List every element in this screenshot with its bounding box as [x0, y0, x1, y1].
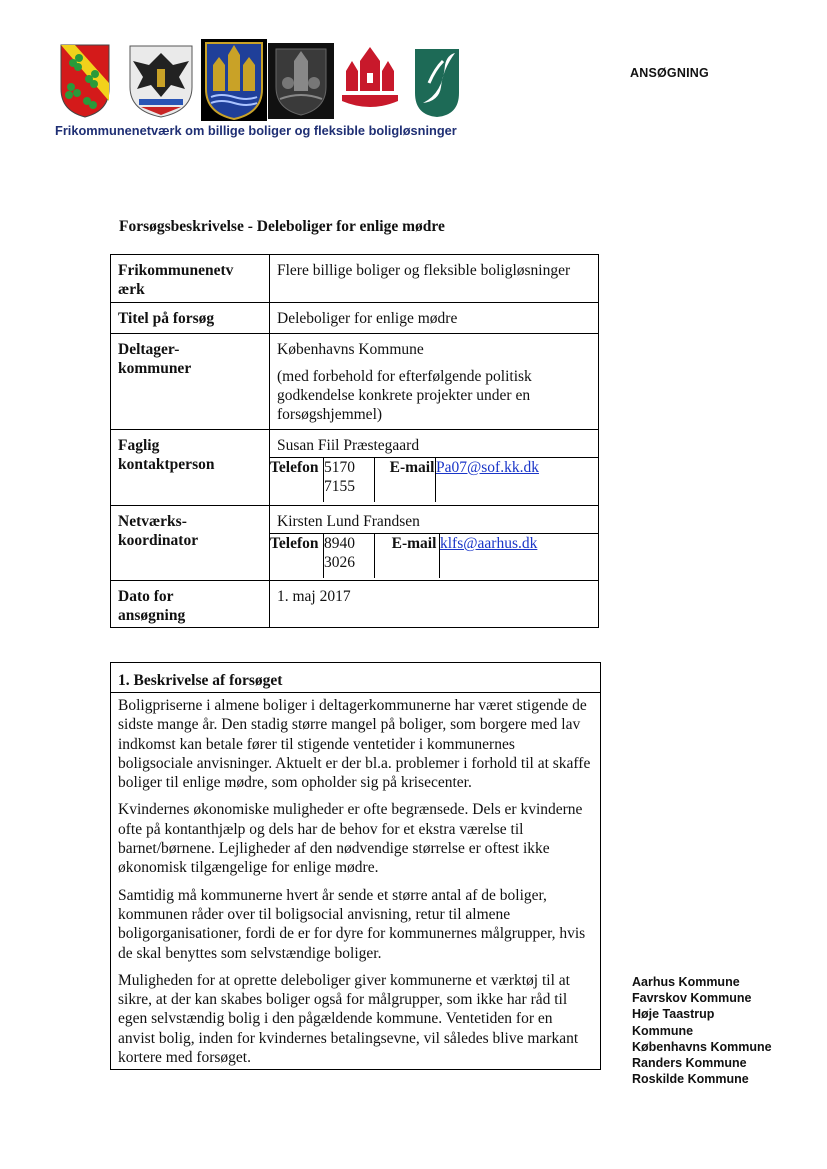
coordinator-cell [270, 506, 599, 581]
document-type-label: ANSØGNING [630, 66, 709, 80]
coordinator-details [270, 533, 598, 578]
section-1-paragraph: Samtidig må kommunerne hvert år sende et større antal af de boliger, kommunen råder over til boligsocial anvisning, retur til almene boligorganisationer, fordi de er for dyre for kommunernes målgrupper, hvis de skal benyttes som selvstændige boliger. [118, 886, 586, 962]
section-1-description [110, 662, 601, 1070]
randers-logo [413, 43, 461, 119]
municipality-item: Roskilde Kommune [632, 1072, 749, 1087]
contact-email-label: E-mail [375, 458, 436, 502]
network-subtitle: Frikommunenetværk om billige boliger og fleksible boligløsninger [55, 123, 457, 138]
contact-cell [270, 430, 599, 506]
info-row-network [111, 255, 599, 303]
info-row-coordinator [111, 506, 599, 581]
document-title: Forsøgsbeskrivelse - Deleboliger for enlige mødre [119, 218, 445, 235]
municipality-item: Høje Taastrup Kommune [632, 1007, 715, 1038]
roskilde-coat-of-arms-logo [338, 43, 402, 119]
kobenhavn-coat-of-arms-logo [201, 39, 267, 121]
municipality-item: Favrskov Kommune [632, 991, 752, 1006]
participants-label: Deltager- kommuner [111, 334, 270, 430]
contact-phone: 5170 7155 [324, 458, 375, 502]
section-1-paragraph: Muligheden for at oprette deleboliger giver kommunerne et værktøj til at sikre, at der kan skabes boliger også for målgrupper, som ikke har råd til egen selvstændig bolig i den pågældende kommune. Ventetiden for en anvist bolig, inden for kvindernes betalingsevne, vil således blive markant kortere med forsøget. [118, 971, 579, 1067]
contact-label: Faglig kontaktperson [111, 430, 270, 506]
participants-cell [270, 334, 599, 430]
date-label: Dato for ansøgning [111, 581, 270, 628]
contact-email-link[interactable]: Pa07@sof.kk.dk [436, 459, 539, 476]
participants-note: (med forbehold for efterfølgende politisk godkendelse konkrete projekter under en forsøgshjemmel) [277, 368, 532, 423]
title-value: Deleboliger for enlige mødre [270, 303, 599, 334]
contact-email-cell [436, 458, 599, 502]
info-row-participants [111, 334, 599, 430]
coordinator-phone-label: Telefon [270, 534, 324, 578]
favrskov-coat-of-arms-logo [59, 43, 111, 119]
municipality-item: Københavns Kommune [632, 1039, 772, 1054]
coordinator-email-label: E-mail [375, 534, 440, 578]
contact-details [270, 457, 598, 502]
participants-value: Københavns Kommune [277, 341, 424, 358]
section-1-paragraph: Kvindernes økonomiske muligheder er ofte begrænsede. Dels er kvinderne ofte på kontanthjælp og dels har de behov for et ekstra værelse til barnet/børnene. Lejligheder af den nødvendige størrelse er oftest ikke økonomisk tilgængelige for enlige mødre. [118, 801, 583, 877]
date-value: 1. maj 2017 [270, 581, 599, 628]
coordinator-phone: 8940 3026 [324, 534, 375, 578]
municipality-list [632, 974, 772, 1087]
aarhus-coat-of-arms-logo [268, 43, 334, 119]
application-info-table [110, 254, 599, 628]
coordinator-label: Netværks- koordinator [111, 506, 270, 581]
coordinator-email-cell [440, 534, 599, 578]
network-label: Frikommunenetv ærk [111, 255, 270, 303]
contact-phone-label: Telefon [270, 458, 324, 502]
section-1-heading: 1. Beskrivelse af forsøget [111, 663, 600, 693]
section-1-paragraph: Boligpriserne i almene boliger i deltagerkommunerne har været stigende de sidste mange år. Den stadig større mangel på boliger, som borgere med lav indkomst kan betale fører til stigende ventetider i kommunernes boligsociale anvisninger. Aktuelt er der bl.a. problemer i forhold til at skaffe boliger til enlige mødre, som opholder sig på krisecenter. [118, 697, 591, 792]
info-row-contact [111, 430, 599, 506]
municipality-item: Aarhus Kommune [632, 975, 740, 989]
municipality-item: Randers Kommune [632, 1056, 747, 1071]
coordinator-email-link[interactable]: klfs@aarhus.dk [440, 535, 538, 552]
section-1-body [111, 693, 600, 1069]
coordinator-name: Kirsten Lund Frandsen [277, 513, 420, 530]
info-row-date [111, 581, 599, 628]
title-label: Titel på forsøg [111, 303, 270, 334]
hoje-taastrup-coat-of-arms-logo [127, 43, 195, 119]
contact-name: Susan Fiil Præstegaard [277, 437, 420, 454]
info-row-title [111, 303, 599, 334]
network-value: Flere billige boliger og fleksible boligløsninger [270, 255, 599, 303]
